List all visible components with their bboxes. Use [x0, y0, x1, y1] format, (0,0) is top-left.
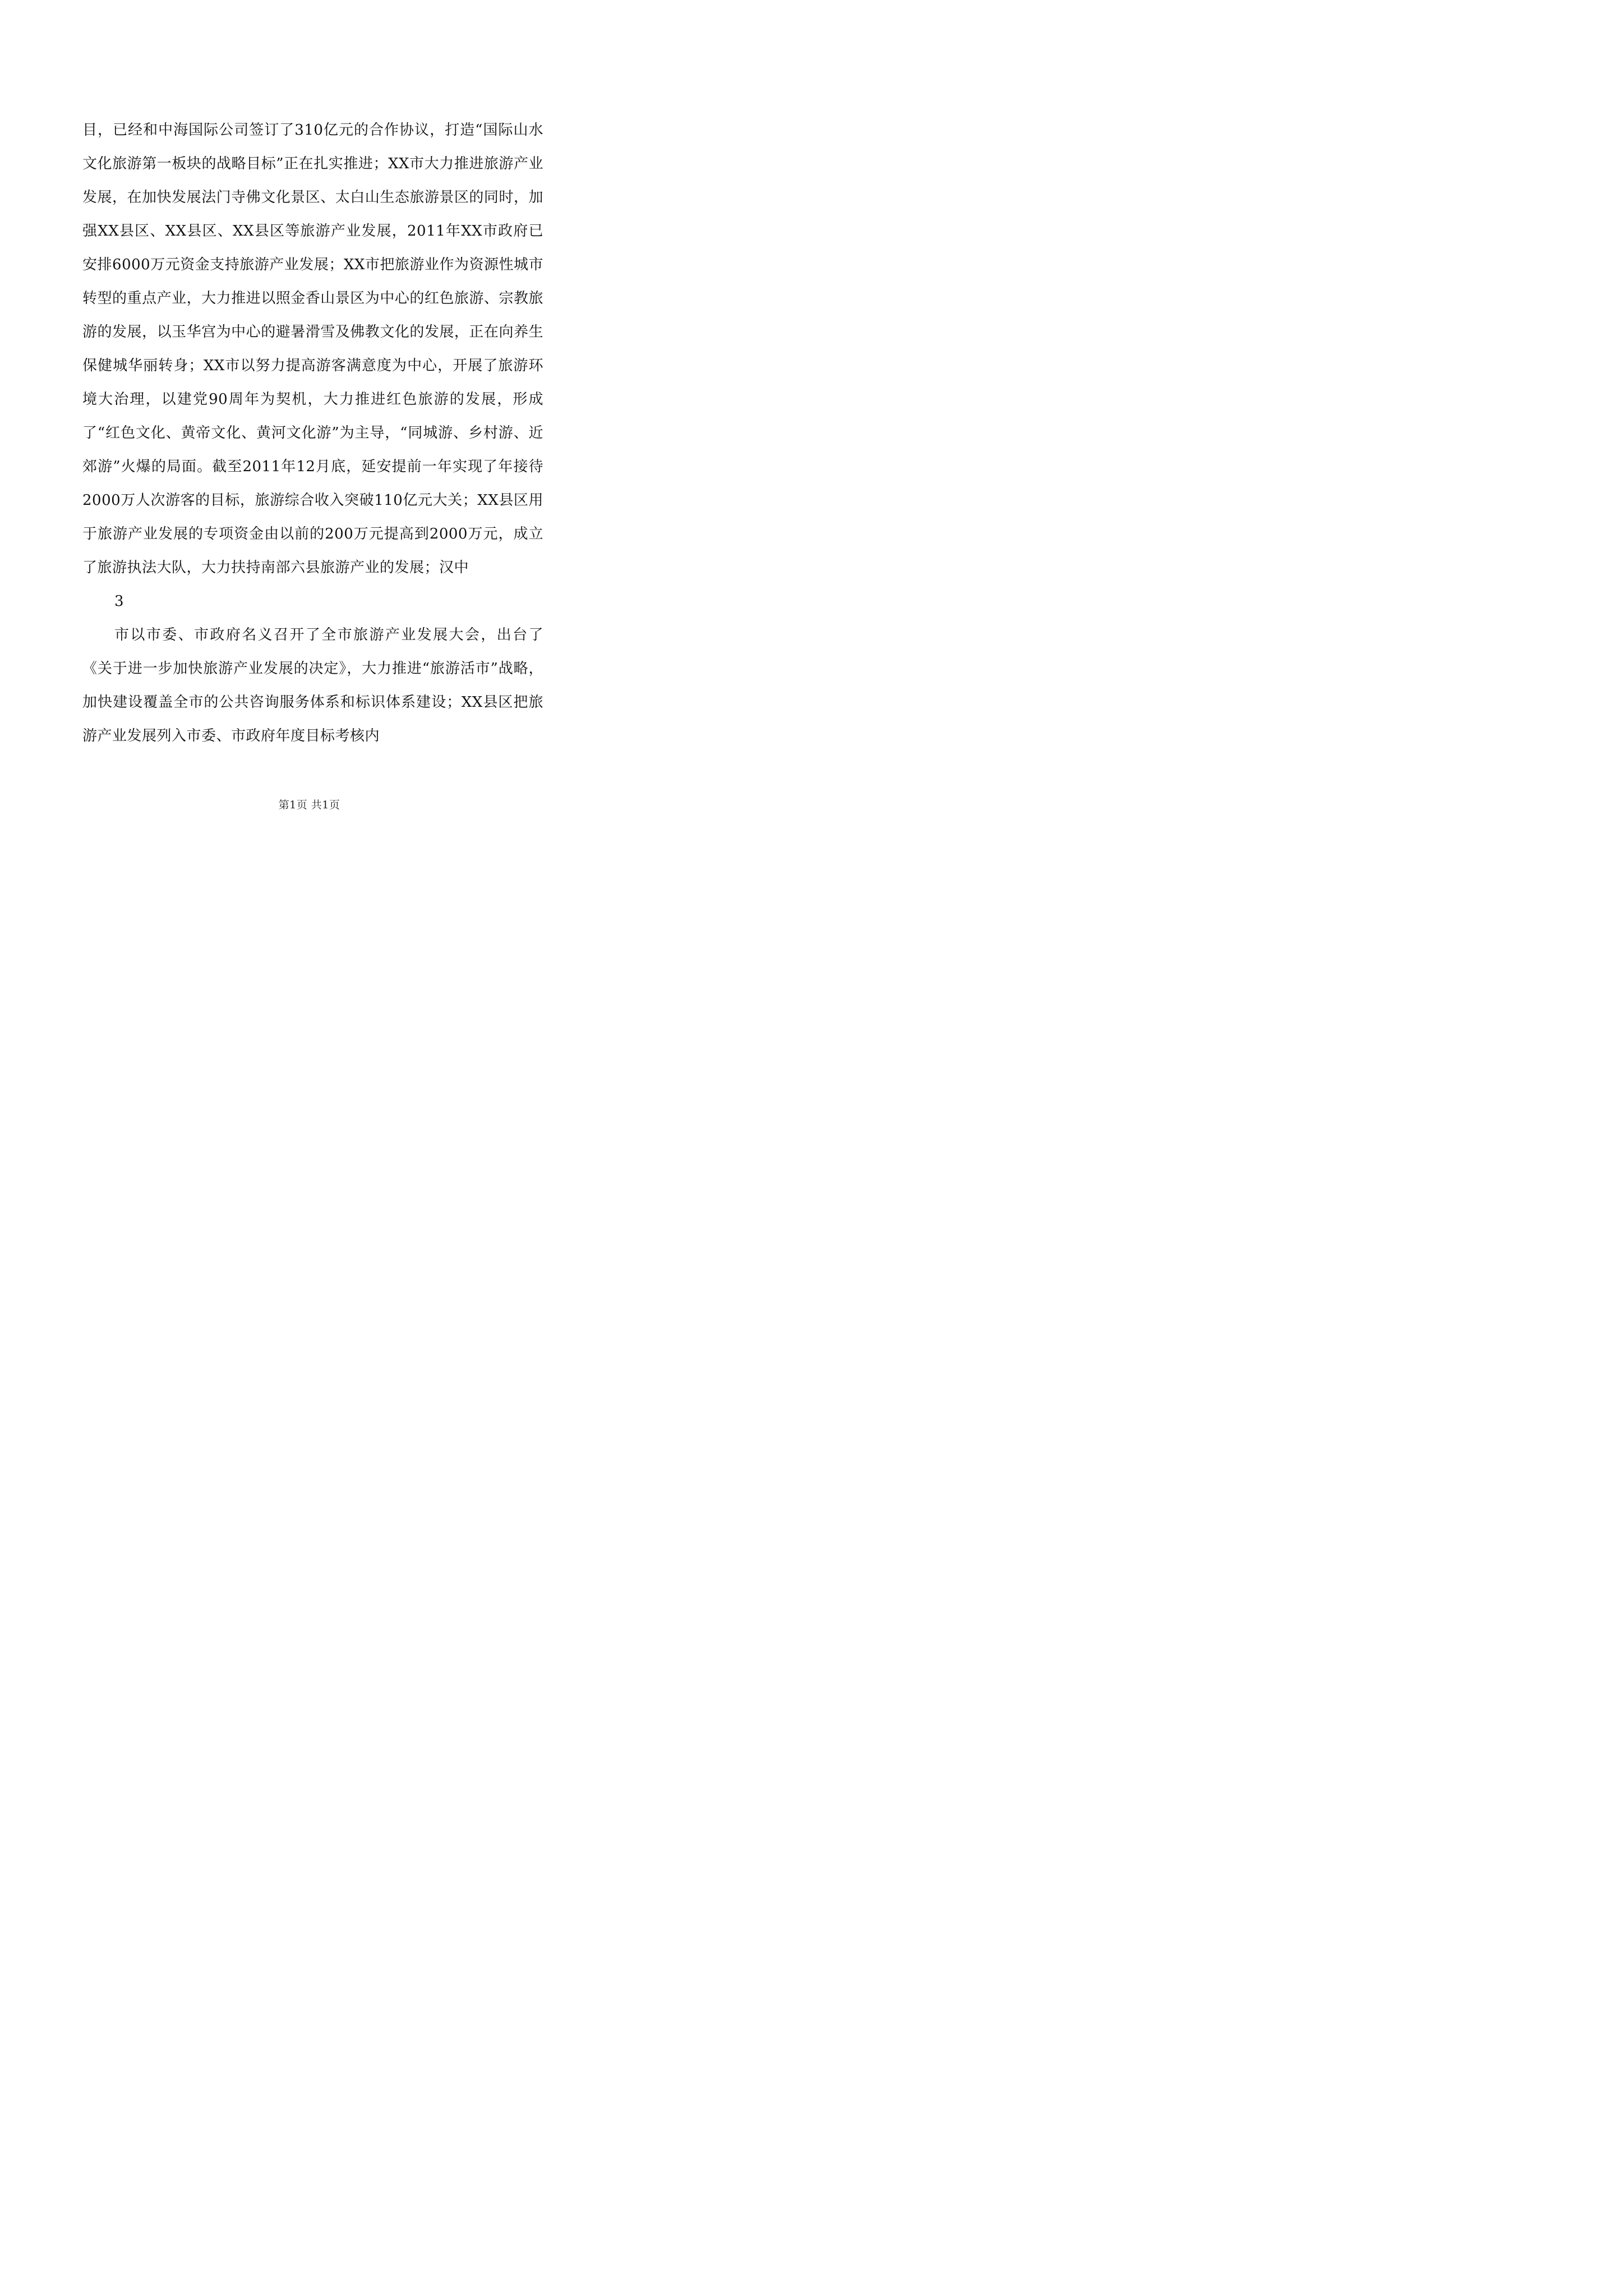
paragraph-continued: 目，已经和中海国际公司签订了310亿元的合作协议，打造“国际山水文化旅游第一板块的战略目标”正在扎实推进；XX市大力推进旅游产业发展，在加快发展法门寺佛文化景区、太白山生态旅游景区的同时，加强XX县区、XX县区、XX县区等旅游产业发展，2011年XX市政府已安排6000万元资金支持旅游产业发展；XX市把旅游业作为资源性城市转型的重点产业，大力推进以照金香山景区为中心的红色旅游、宗教旅游的发展，以玉华宫为中心的避暑滑雪及佛教文化的发展，正在向养生保健城华丽转身；XX市以努力提高游客满意度为中心，开展了旅游环境大治理，以建党90周年为契机，大力推进红色旅游的发展，形成了“红色文化、黄帝文化、黄河文化游”为主导，“同城游、乡村游、近郊游”火爆的局面。截至2011年12月底，延安提前一年实现了年接待2000万人次游客的目标，旅游综合收入突破110亿元大关；XX县区用于旅游产业发展的专项资金由以前的200万元提高到2000万元，成立了旅游执法大队，大力扶持南部六县旅游产业的发展；汉中	[82, 122, 543, 576]
source-page-number: 3	[114, 593, 125, 610]
paragraph: 市以市委、市政府名义召开了全市旅游产业发展大会，出台了《关于进一步加快旅游产业发展的决定》，大力推进“旅游活市”战略，加快建设覆盖全市的公共咨询服务体系和标识体系建设；XX县区把旅游产业发展列入市委、市政府年度目标考核内	[82, 627, 543, 744]
page-footer: 第1页 共1页	[278, 799, 340, 811]
document-page	[0, 0, 619, 875]
document-body	[82, 113, 543, 753]
